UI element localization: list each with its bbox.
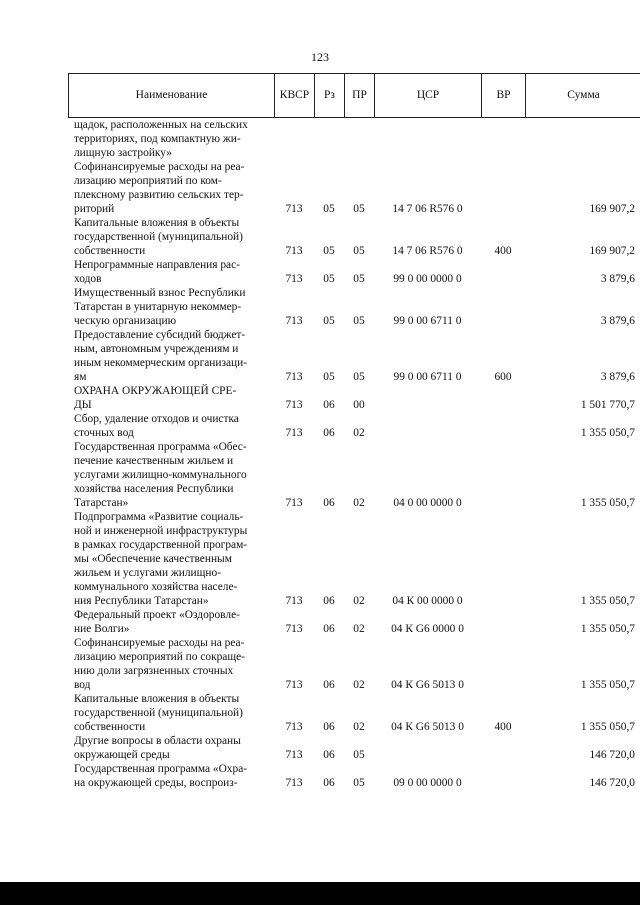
row-vr: 400 <box>494 245 512 257</box>
table-row <box>68 762 640 790</box>
row-csr: 04 К G6 0000 0 <box>391 623 464 635</box>
row-pr: 05 <box>353 245 365 257</box>
table-body <box>68 118 640 790</box>
row-rz: 05 <box>323 371 335 383</box>
row-vr: 400 <box>494 721 512 733</box>
header-sum: Сумма <box>567 89 600 101</box>
row-rz: 05 <box>323 203 335 215</box>
row-sum: 3 879,6 <box>600 371 635 383</box>
row-csr: 99 0 00 6711 0 <box>393 371 462 383</box>
row-name: Государственная программа «Обес- печение качественным жильем и услугами жилищно-коммунального хозяйства населения Республики Татарстан» <box>74 441 247 509</box>
row-name: Капитальные вложения в объекты государственной (муниципальной) собственности <box>74 217 243 257</box>
table-row <box>68 286 640 328</box>
row-sum: 146 720,0 <box>589 749 635 761</box>
table-row <box>68 328 640 384</box>
row-pr: 02 <box>353 427 365 439</box>
row-kvsr: 713 <box>285 273 303 285</box>
row-kvsr: 713 <box>285 623 303 635</box>
row-sum: 1 355 050,7 <box>580 679 635 691</box>
table-row <box>68 734 640 762</box>
row-pr: 05 <box>353 371 365 383</box>
row-name: ОХРАНА ОКРУЖАЮЩЕЙ СРЕ- ДЫ <box>74 385 237 411</box>
row-rz: 06 <box>323 399 335 411</box>
table-row <box>68 510 640 608</box>
row-pr: 02 <box>353 595 365 607</box>
header-name: Наименование <box>69 74 275 117</box>
row-kvsr: 713 <box>285 427 303 439</box>
row-rz: 06 <box>323 749 335 761</box>
row-csr: 14 7 06 R576 0 <box>392 245 463 257</box>
table-row <box>68 384 640 412</box>
row-csr: 99 0 00 6711 0 <box>393 315 462 327</box>
table-row <box>68 258 640 286</box>
row-name: Софинансируемые расходы на реа- лизацию мероприятий по ком- плексному развитию сельских тер- риторий <box>74 161 245 215</box>
header-vr: ВР <box>482 74 526 117</box>
row-rz: 06 <box>323 777 335 789</box>
row-kvsr: 713 <box>285 721 303 733</box>
row-pr: 00 <box>353 399 365 411</box>
row-kvsr: 713 <box>285 497 303 509</box>
row-rz: 06 <box>323 679 335 691</box>
row-pr: 02 <box>353 679 365 691</box>
header-rz: Рз <box>315 74 345 117</box>
row-name: Федеральный проект «Оздоровле- ние Волги» <box>74 609 240 635</box>
row-sum: 1 355 050,7 <box>580 623 635 635</box>
row-rz: 05 <box>323 245 335 257</box>
row-pr: 02 <box>353 497 365 509</box>
row-name: Непрограммные направления рас- ходов <box>74 259 240 285</box>
row-kvsr: 713 <box>285 399 303 411</box>
table-row <box>68 608 640 636</box>
page-number: 123 <box>311 50 329 64</box>
row-kvsr: 713 <box>285 679 303 691</box>
row-sum: 169 907,2 <box>589 245 635 257</box>
row-csr: 04 0 00 0000 0 <box>393 497 462 509</box>
row-sum: 1 501 770,7 <box>580 399 635 411</box>
row-name: Софинансируемые расходы на реа- лизацию мероприятий по сокраще- нию доли загрязненных сточных вод <box>74 637 245 691</box>
row-kvsr: 713 <box>285 245 303 257</box>
budget-table <box>68 73 640 790</box>
table-header <box>68 73 640 118</box>
row-csr: 04 К G6 5013 0 <box>391 679 464 691</box>
row-rz: 05 <box>323 273 335 285</box>
row-kvsr: 713 <box>285 315 303 327</box>
row-pr: 05 <box>353 315 365 327</box>
row-csr: 99 0 00 0000 0 <box>393 273 462 285</box>
row-name: Другие вопросы в области охраны окружающей среды <box>74 735 241 761</box>
row-rz: 06 <box>323 721 335 733</box>
row-name: щадок, расположенных на сельских территориях, под компактную жи- лищную застройку» <box>74 119 248 159</box>
row-pr: 05 <box>353 749 365 761</box>
row-sum: 3 879,6 <box>600 315 635 327</box>
row-name: Предоставление субсидий бюджет- ным, автономным учреждениям и иным некоммерческим организаци- ям <box>74 329 248 383</box>
row-pr: 05 <box>353 777 365 789</box>
row-rz: 05 <box>323 315 335 327</box>
row-kvsr: 713 <box>285 371 303 383</box>
row-kvsr: 713 <box>285 749 303 761</box>
table-row <box>68 160 640 216</box>
row-csr: 04 К G6 5013 0 <box>391 721 464 733</box>
row-kvsr: 713 <box>285 777 303 789</box>
row-pr: 05 <box>353 203 365 215</box>
header-pr: ПР <box>345 74 375 117</box>
table-row <box>68 440 640 510</box>
row-rz: 06 <box>323 427 335 439</box>
table-row <box>68 412 640 440</box>
row-sum: 1 355 050,7 <box>580 497 635 509</box>
row-rz: 06 <box>323 623 335 635</box>
row-rz: 06 <box>323 497 335 509</box>
row-name: Сбор, удаление отходов и очистка сточных вод <box>74 413 239 439</box>
table-row <box>68 216 640 258</box>
row-pr: 02 <box>353 721 365 733</box>
header-csr: ЦСР <box>375 74 482 117</box>
row-sum: 146 720,0 <box>589 777 635 789</box>
row-rz: 06 <box>323 595 335 607</box>
row-pr: 02 <box>353 623 365 635</box>
row-csr: 04 К 00 0000 0 <box>392 595 463 607</box>
row-sum: 169 907,2 <box>589 203 635 215</box>
scan-bottom-border <box>0 882 640 905</box>
table-row <box>68 118 640 160</box>
table-row <box>68 636 640 692</box>
row-kvsr: 713 <box>285 595 303 607</box>
row-sum: 1 355 050,7 <box>580 595 635 607</box>
row-name: Имущественный взнос Республики Татарстан в унитарную некоммер- ческую организацию <box>74 287 246 327</box>
row-sum: 3 879,6 <box>600 273 635 285</box>
row-sum: 1 355 050,7 <box>580 427 635 439</box>
table-row <box>68 692 640 734</box>
row-kvsr: 713 <box>285 203 303 215</box>
header-kvsr: КВСР <box>275 74 315 117</box>
row-name: Государственная программа «Охра- на окружающей среды, воспроиз- <box>74 763 248 789</box>
row-sum: 1 355 050,7 <box>580 721 635 733</box>
row-vr: 600 <box>494 371 512 383</box>
row-name: Капитальные вложения в объекты государственной (муниципальной) собственности <box>74 693 243 733</box>
row-csr: 14 7 06 R576 0 <box>392 203 463 215</box>
row-csr: 09 0 00 0000 0 <box>393 777 462 789</box>
row-name: Подпрограмма «Развитие социаль- ной и инженерной инфраструктуры в рамках государственной програм- мы «Обеспечение качественным жильем и услугами жилищно- коммунального хозяйства населе- ния Республики Татарстан» <box>74 511 248 607</box>
row-pr: 05 <box>353 273 365 285</box>
